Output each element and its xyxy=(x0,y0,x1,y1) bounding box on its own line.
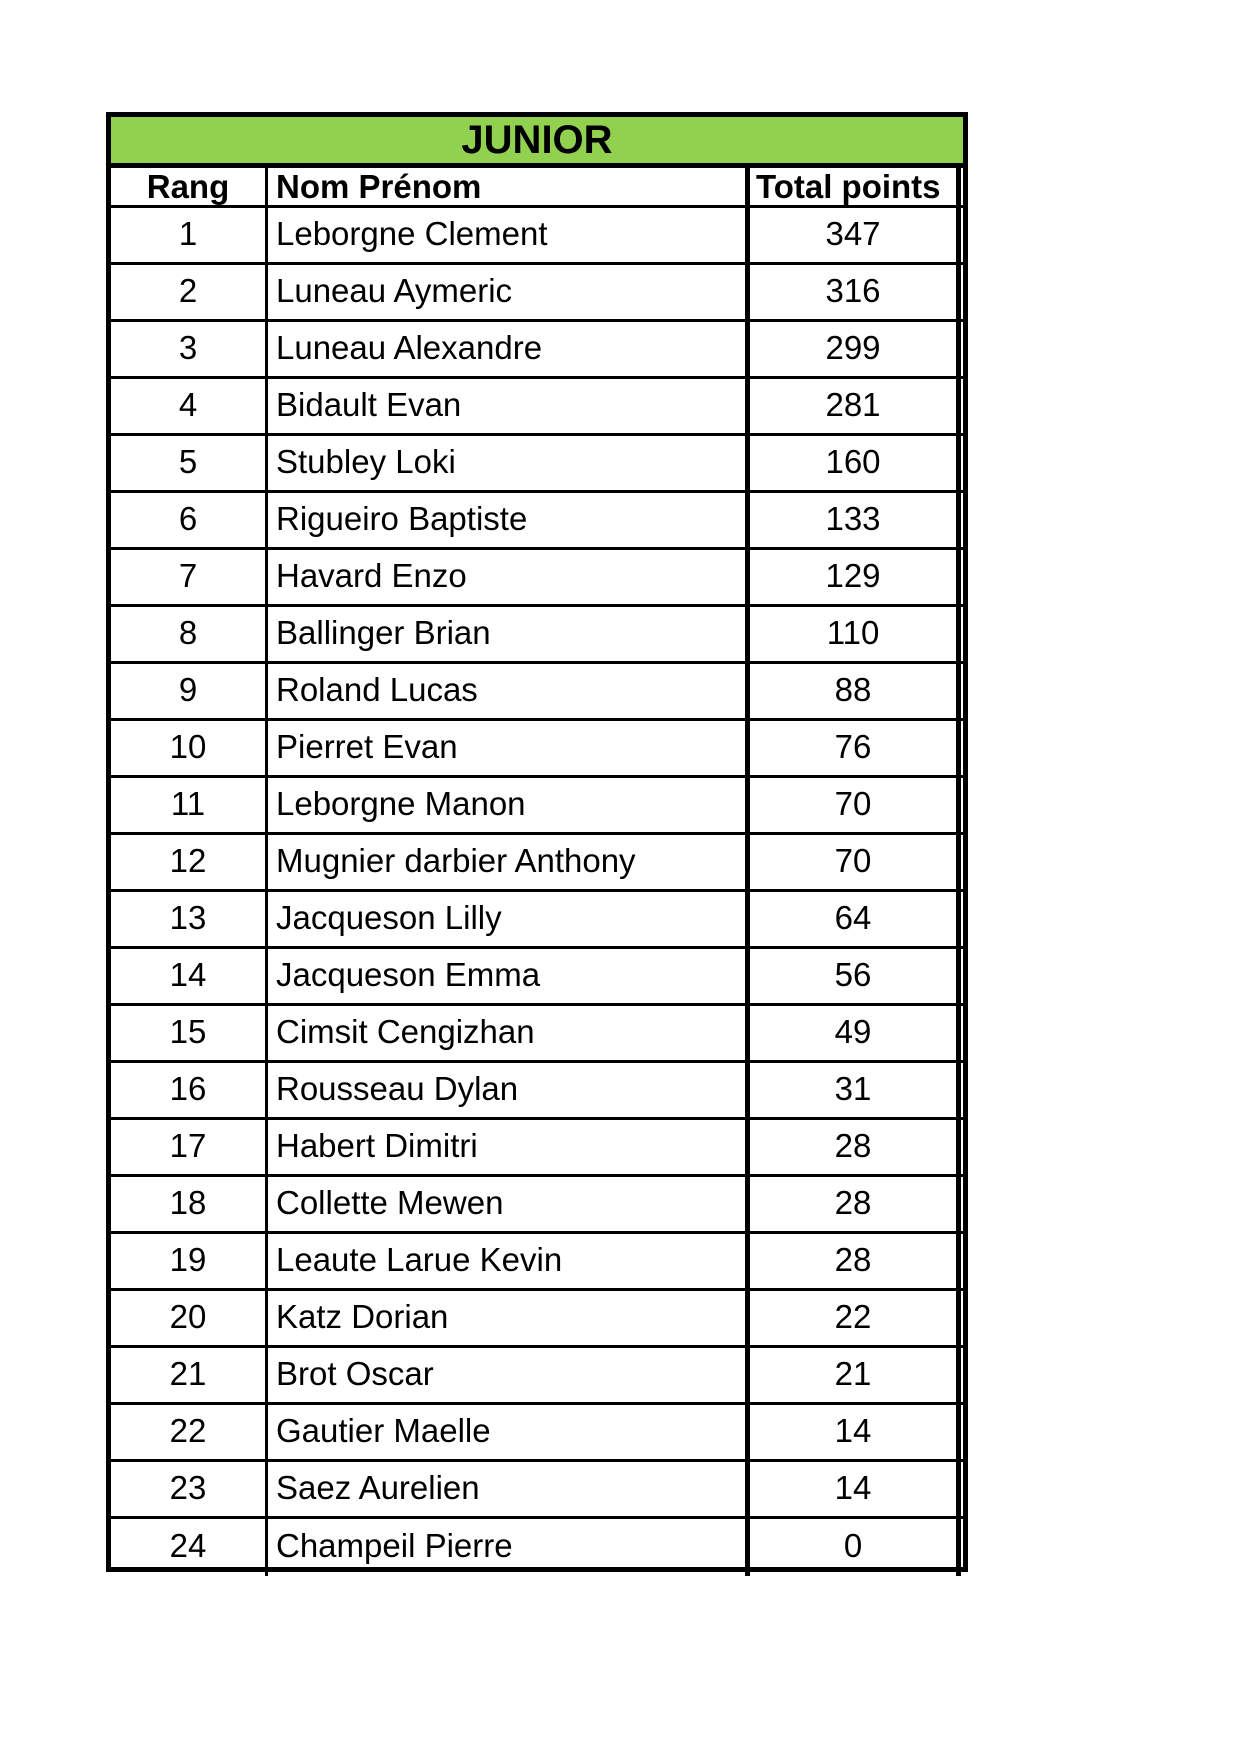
cell-rank: 23 xyxy=(111,1462,268,1516)
table-row xyxy=(111,664,963,721)
cell-rank: 6 xyxy=(111,493,268,547)
cell-points: 129 xyxy=(750,550,961,604)
header-row xyxy=(111,168,963,208)
table-row xyxy=(111,436,963,493)
cell-name: Havard Enzo xyxy=(268,550,750,604)
cell-points: 76 xyxy=(750,721,961,775)
cell-points: 64 xyxy=(750,892,961,946)
cell-name: Mugnier darbier Anthony xyxy=(268,835,750,889)
cell-rank: 7 xyxy=(111,550,268,604)
cell-points: 160 xyxy=(750,436,961,490)
cell-name: Collette Mewen xyxy=(268,1177,750,1231)
cell-points: 28 xyxy=(750,1120,961,1174)
cell-rank: 24 xyxy=(111,1519,268,1576)
cell-points: 299 xyxy=(750,322,961,376)
cell-rank: 14 xyxy=(111,949,268,1003)
cell-rank: 19 xyxy=(111,1234,268,1288)
table-row xyxy=(111,493,963,550)
table-row xyxy=(111,1006,963,1063)
cell-name: Saez Aurelien xyxy=(268,1462,750,1516)
table-row xyxy=(111,1177,963,1234)
cell-name: Roland Lucas xyxy=(268,664,750,718)
table-body xyxy=(111,208,963,1576)
cell-name: Leaute Larue Kevin xyxy=(268,1234,750,1288)
cell-points: 22 xyxy=(750,1291,961,1345)
table-row xyxy=(111,778,963,835)
cell-points: 28 xyxy=(750,1234,961,1288)
cell-points: 70 xyxy=(750,835,961,889)
cell-points: 28 xyxy=(750,1177,961,1231)
cell-name: Luneau Alexandre xyxy=(268,322,750,376)
cell-name: Rigueiro Baptiste xyxy=(268,493,750,547)
cell-rank: 2 xyxy=(111,265,268,319)
cell-points: 110 xyxy=(750,607,961,661)
cell-name: Bidault Evan xyxy=(268,379,750,433)
table-row xyxy=(111,949,963,1006)
header-points: Total points xyxy=(750,168,961,205)
cell-points: 281 xyxy=(750,379,961,433)
cell-name: Luneau Aymeric xyxy=(268,265,750,319)
cell-rank: 12 xyxy=(111,835,268,889)
cell-points: 14 xyxy=(750,1462,961,1516)
cell-name: Jacqueson Lilly xyxy=(268,892,750,946)
cell-rank: 16 xyxy=(111,1063,268,1117)
cell-points: 88 xyxy=(750,664,961,718)
cell-rank: 1 xyxy=(111,208,268,262)
cell-rank: 17 xyxy=(111,1120,268,1174)
table-row xyxy=(111,1348,963,1405)
cell-points: 316 xyxy=(750,265,961,319)
cell-rank: 8 xyxy=(111,607,268,661)
cell-rank: 20 xyxy=(111,1291,268,1345)
cell-rank: 4 xyxy=(111,379,268,433)
ranking-table xyxy=(106,112,968,1572)
cell-points: 49 xyxy=(750,1006,961,1060)
cell-rank: 15 xyxy=(111,1006,268,1060)
table-row xyxy=(111,892,963,949)
header-name: Nom Prénom xyxy=(268,168,750,205)
table-row xyxy=(111,835,963,892)
table-row xyxy=(111,607,963,664)
cell-name: Champeil Pierre xyxy=(268,1519,750,1576)
table-title: JUNIOR xyxy=(111,117,963,168)
cell-points: 0 xyxy=(750,1519,961,1576)
table-row xyxy=(111,265,963,322)
cell-points: 31 xyxy=(750,1063,961,1117)
table-row xyxy=(111,721,963,778)
table-row xyxy=(111,1405,963,1462)
table-row xyxy=(111,379,963,436)
table-row xyxy=(111,550,963,607)
table-row xyxy=(111,1462,963,1519)
cell-rank: 11 xyxy=(111,778,268,832)
cell-name: Pierret Evan xyxy=(268,721,750,775)
cell-name: Cimsit Cengizhan xyxy=(268,1006,750,1060)
cell-name: Katz Dorian xyxy=(268,1291,750,1345)
table-row xyxy=(111,322,963,379)
cell-name: Stubley Loki xyxy=(268,436,750,490)
cell-name: Rousseau Dylan xyxy=(268,1063,750,1117)
table-row xyxy=(111,1120,963,1177)
cell-rank: 21 xyxy=(111,1348,268,1402)
table-row xyxy=(111,1519,963,1576)
table-row xyxy=(111,1234,963,1291)
table-row xyxy=(111,1291,963,1348)
cell-points: 133 xyxy=(750,493,961,547)
cell-name: Habert Dimitri xyxy=(268,1120,750,1174)
cell-rank: 18 xyxy=(111,1177,268,1231)
cell-name: Gautier Maelle xyxy=(268,1405,750,1459)
cell-points: 347 xyxy=(750,208,961,262)
header-rank: Rang xyxy=(111,168,268,205)
table-row xyxy=(111,1063,963,1120)
cell-rank: 22 xyxy=(111,1405,268,1459)
cell-name: Ballinger Brian xyxy=(268,607,750,661)
cell-name: Jacqueson Emma xyxy=(268,949,750,1003)
cell-name: Brot Oscar xyxy=(268,1348,750,1402)
cell-rank: 10 xyxy=(111,721,268,775)
cell-rank: 9 xyxy=(111,664,268,718)
table-row xyxy=(111,208,963,265)
cell-points: 21 xyxy=(750,1348,961,1402)
cell-rank: 13 xyxy=(111,892,268,946)
cell-points: 70 xyxy=(750,778,961,832)
cell-name: Leborgne Clement xyxy=(268,208,750,262)
cell-points: 14 xyxy=(750,1405,961,1459)
cell-rank: 5 xyxy=(111,436,268,490)
cell-points: 56 xyxy=(750,949,961,1003)
cell-name: Leborgne Manon xyxy=(268,778,750,832)
cell-rank: 3 xyxy=(111,322,268,376)
